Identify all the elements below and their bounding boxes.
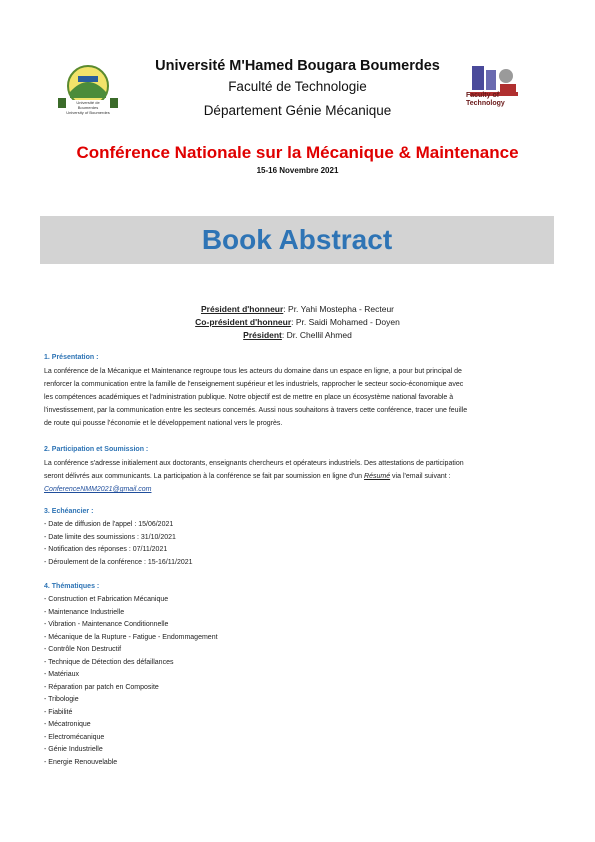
list-item: - Date de diffusion de l'appel : 15/06/2021 xyxy=(44,521,174,528)
paragraph-line: renforcer la communication entre la famille de l'enseignement supérieur et les industriels, rapprocher le secteur socio-économique avec xyxy=(44,381,464,388)
participation-line2-end: via l'email suivant : xyxy=(390,473,451,480)
list-item: - Maintenance Industrielle xyxy=(44,608,125,616)
section-schedule-title: 3. Echéancier : xyxy=(44,508,94,515)
schedule-list xyxy=(44,519,193,569)
logo-left-line1: Université de Boumerdes xyxy=(76,100,100,110)
resume-word: Résumé xyxy=(364,473,391,480)
participation-line2: seront délivrés aux communicants. La participation à la conférence se fait par soumission en ligne d'un xyxy=(44,473,363,480)
list-item: - Réparation par patch en Composite xyxy=(44,683,159,691)
list-item: - Contrôle Non Destructif xyxy=(44,646,122,653)
list-item: - Tribologie xyxy=(44,696,79,703)
email-link[interactable]: ConferenceNMM2021@gmail.com xyxy=(44,486,152,493)
paragraph-line: l'investissement, par la communication entre les secteurs concernés. Aussi nous souhaitons à travers cette conférence, tracer une feuille xyxy=(44,407,468,414)
list-item: - Mécatronique xyxy=(44,721,91,728)
book-abstract-banner xyxy=(40,216,554,264)
list-item: - Mécanique de la Rupture - Fatigue - Endommagement xyxy=(44,633,218,641)
list-item: - Electromécanique xyxy=(44,733,105,741)
committee-co-president xyxy=(0,317,595,327)
list-item: - Vibration - Maintenance Conditionnelle xyxy=(44,621,169,628)
paragraph-line: les compétences académiques et l'administration publique. Notre objectif est de mettre en place un écosystème national favorable à xyxy=(44,394,454,401)
section-presentation-text xyxy=(44,365,552,430)
committee-honor-president xyxy=(0,304,595,314)
committee-role: Président xyxy=(243,330,282,340)
faculty-name: Faculté de Technologie xyxy=(228,79,367,94)
section-participation-title: 2. Participation et Soumission : xyxy=(44,446,149,453)
committee-role: Co-président d'honneur xyxy=(195,317,292,327)
list-item: - Technique de Détection des défaillances xyxy=(44,658,174,666)
logo-right-line2: Technology xyxy=(466,100,505,107)
list-item: - Energie Renouvelable xyxy=(44,758,118,766)
list-item: - Construction et Fabrication Mécanique xyxy=(44,596,169,603)
section-participation-text xyxy=(44,457,552,496)
list-item: - Matériaux xyxy=(44,671,80,678)
list-item: - Déroulement de la conférence : 15-16/11/2021 xyxy=(44,558,193,566)
paragraph-line: La conférence de la Mécanique et Maintenance regroupe tous les acteurs du domaine dans un espace en ligne, a pour but principal de xyxy=(44,368,462,375)
paragraph-line xyxy=(44,470,552,483)
list-item: - Fiabilité xyxy=(44,708,73,716)
committee-name: : Pr. Saidi Mohamed - Doyen xyxy=(291,317,400,327)
section-presentation-title: 1. Présentation : xyxy=(44,354,99,361)
conference-dates: 15-16 Novembre 2021 xyxy=(256,166,339,175)
committee-name: : Pr. Yahi Mostepha - Recteur xyxy=(283,304,395,314)
conference-title: Conférence Nationale sur la Mécanique & Maintenance xyxy=(76,143,519,162)
section-themes-title: 4. Thématiques : xyxy=(44,583,100,590)
department-name: Département Génie Mécanique xyxy=(203,103,392,118)
logo-left-line2: University of Boumerdes xyxy=(66,110,110,115)
banner-title: Book Abstract xyxy=(201,224,393,255)
committee-president xyxy=(0,330,595,340)
themes-list xyxy=(44,594,218,769)
list-item: - Génie Industrielle xyxy=(44,746,103,753)
university-name: Université M'Hamed Bougara Boumerdes xyxy=(155,58,440,74)
logo-right-line1: Faculty of xyxy=(466,92,500,99)
list-item: - Date limite des soumissions : 31/10/2021 xyxy=(44,533,176,541)
list-item: - Notification des réponses : 07/11/2021 xyxy=(44,546,168,553)
committee-role: Président d'honneur xyxy=(200,304,284,314)
paragraph-line: de route qui pousse l'économie et le développement national vers le progrès. xyxy=(44,420,283,427)
committee-name: : Dr. Chellil Ahmed xyxy=(281,330,352,340)
paragraph-line: La conférence s'adresse initialement aux doctorants, enseignants chercheurs et opérateurs industriels. Des attestations de participation xyxy=(44,460,464,467)
